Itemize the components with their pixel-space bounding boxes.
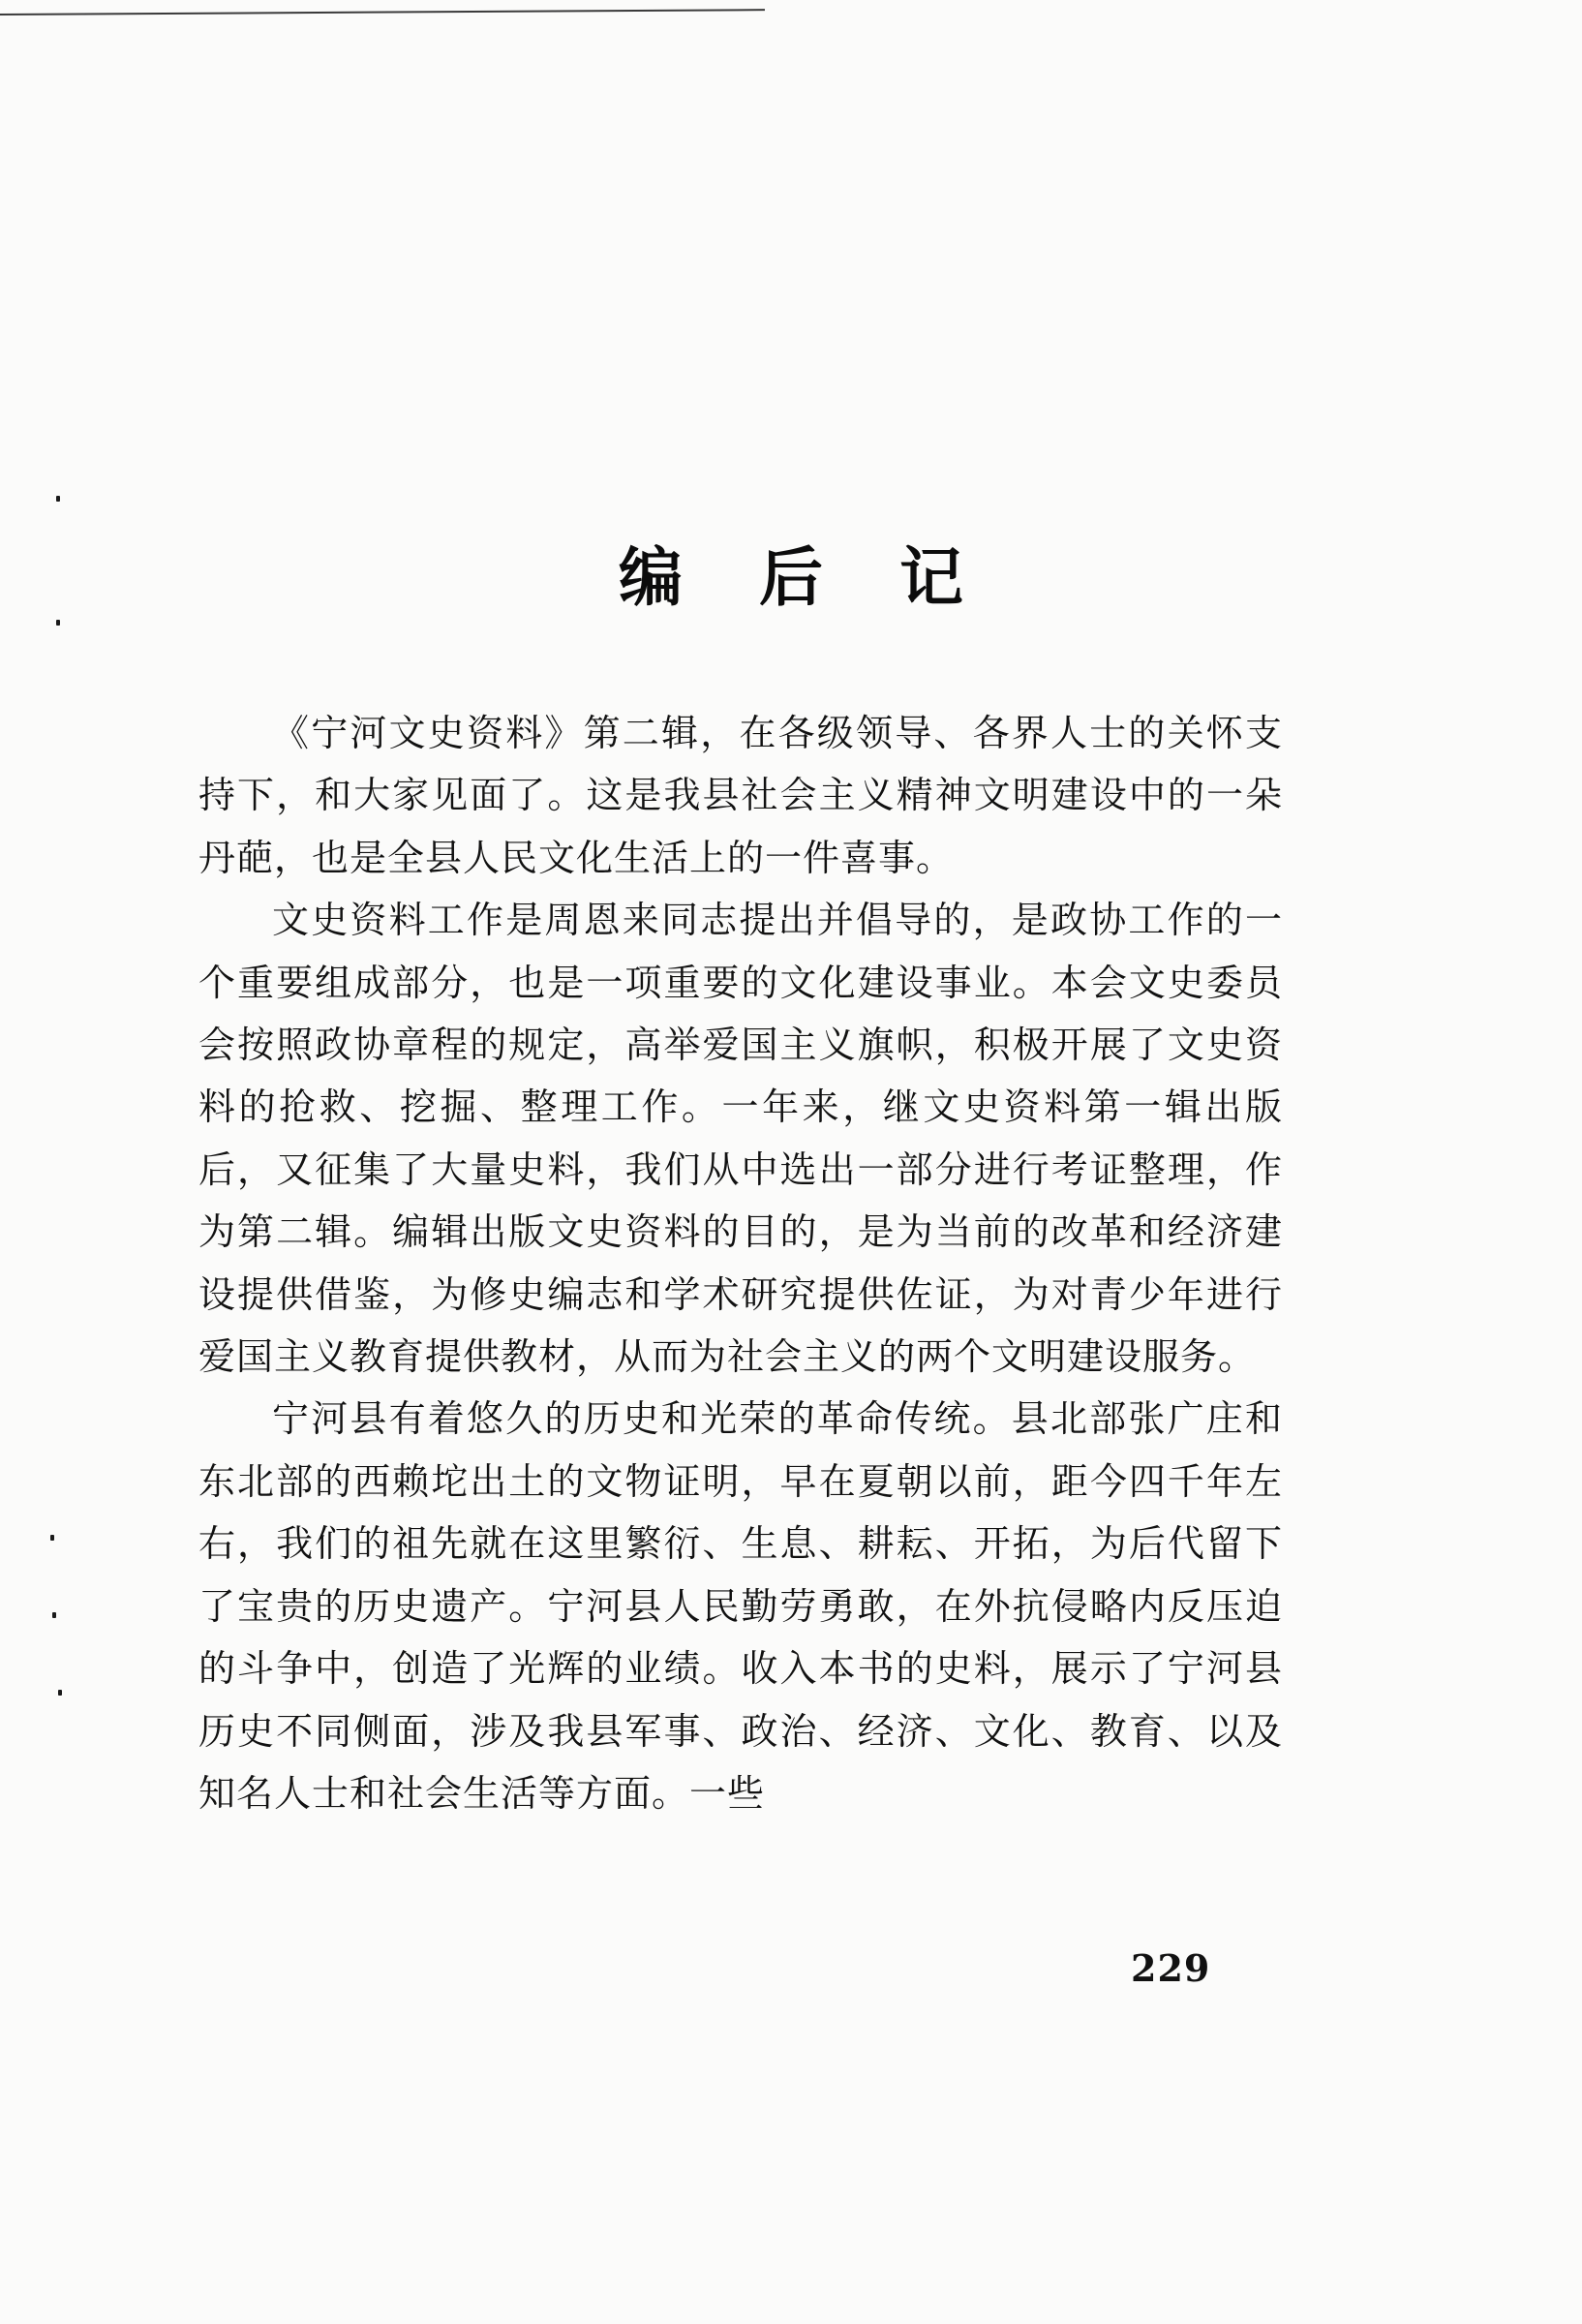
scan-speck bbox=[50, 1535, 54, 1541]
paragraph: 《宁河文史资料》第二辑，在各级领导、各界人士的关怀支持下，和大家见面了。这是我县社会主义精神文明建设中的一朵丹葩，也是全县人民文化生活上的一件喜事。 bbox=[198, 712, 1283, 879]
top-rule bbox=[0, 9, 765, 15]
scan-speck bbox=[58, 1690, 62, 1696]
paragraph: 宁河县有着悠久的历史和光荣的革命传统。县北部张广庄和东北部的西赖坨出土的文物证明，早在夏朝以前，距今四千年左右，我们的祖先就在这里繁衍、生息、耕耘、开拓，为后代留下了宝贵的历史遗产。宁河县人民勤劳勇敢，在外抗侵略内反压迫的斗争中，创造了光辉的业绩。收入本书的史料，展示了宁河县历史不同侧面，涉及我县军事、政治、经济、文化、教育、以及知名人士和社会生活等方面。一些 bbox=[198, 1397, 1283, 1815]
paragraph: 文史资料工作是周恩来同志提出并倡导的，是政协工作的一个重要组成部分，也是一项重要的文化建设事业。本会文史委员会按照政协章程的规定，高举爱国主义旗帜，积极开展了文史资料的抢救、挖掘、整理工作。一年来，继文史资料第一辑出版后，又征集了大量史料，我们从中选出一部分进行考证整理，作为第二辑。编辑出版文史资料的目的，是为当前的改革和经济建设提供借鉴，为修史编志和学术研究提供佐证，为对青少年进行爱国主义教育提供教材，从而为社会主义的两个文明建设服务。 bbox=[198, 899, 1283, 1379]
scan-speck bbox=[56, 620, 60, 626]
body-text bbox=[198, 702, 1283, 1824]
scan-speck bbox=[56, 496, 60, 502]
page-title: 编 后 记 bbox=[619, 540, 990, 616]
scan-speck bbox=[52, 1612, 56, 1618]
page-number: 229 bbox=[1131, 1946, 1211, 1990]
